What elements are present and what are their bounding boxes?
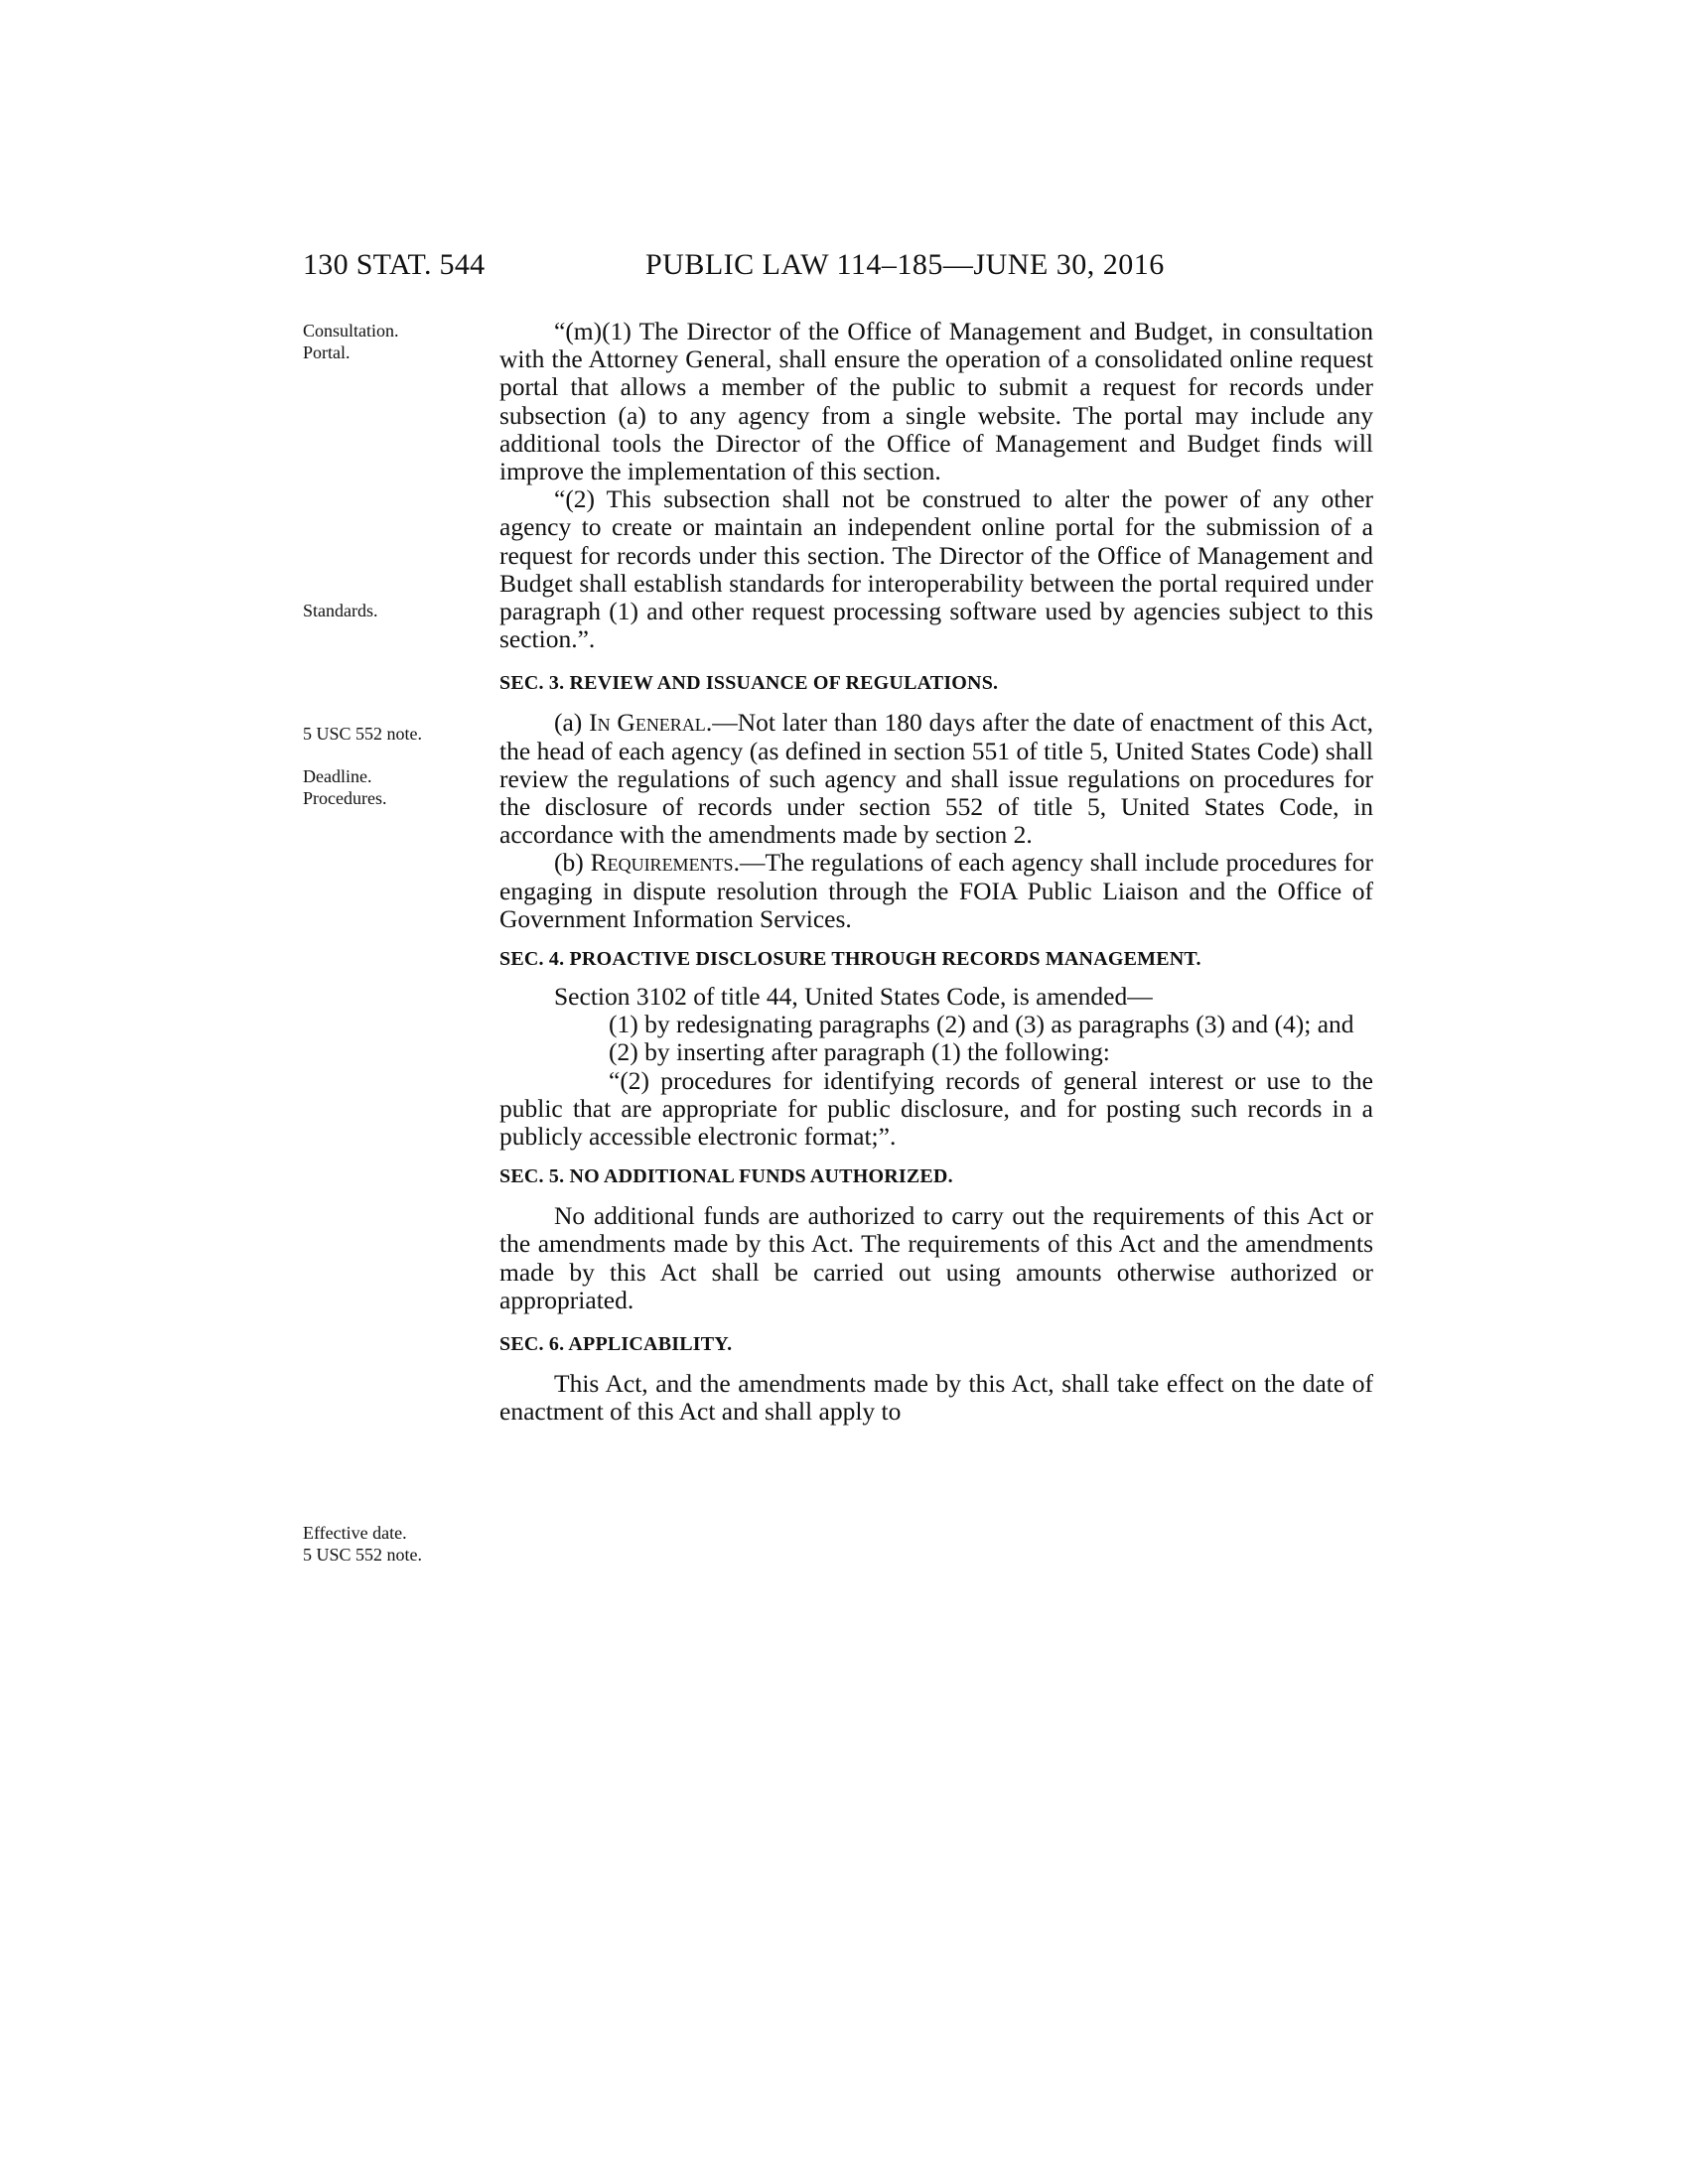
document-body (499, 318, 1373, 1427)
margin-note-consultation-portal (303, 320, 482, 363)
section-4-item-2: (2) by inserting after paragraph (1) the following: (609, 1037, 1110, 1067)
section-5-text: No additional funds are authorized to carry out the requirements of this Act or the amendments made by this Act. The requirements of this Act and the amendments made by this Act shall be carried out using amounts otherwise authorized or appropriated. (499, 1201, 1373, 1314)
margin-note-effective-block (303, 1522, 482, 1566)
section-3-heading: SEC. 3. REVIEW AND ISSUANCE OF REGULATIONS. (499, 672, 999, 695)
section-5-heading: SEC. 5. NO ADDITIONAL FUNDS AUTHORIZED. (499, 1165, 953, 1188)
margin-note-procedures: Procedures. (303, 788, 387, 808)
paragraph-m2: “(2) This subsection shall not be construed to alter the power of any other agency to create or maintain an independent online portal for the submission of a request for records under this section. The Director of the Office of Management and Budget shall establish standards for interoperability between the portal required under paragraph (1) and other request processing software used by agencies subject to this section.”. (499, 484, 1373, 654)
section-3b (499, 849, 1373, 933)
section-3b-label: (b) (554, 848, 591, 878)
section-6-text: This Act, and the amendments made by this Act, shall take effect on the date of enactment of this Act and shall apply to (499, 1369, 1373, 1427)
section-4-heading: SEC. 4. PROACTIVE DISCLOSURE THROUGH RECORDS MANAGEMENT. (499, 948, 1201, 971)
margin-note-usc-block-1 (303, 723, 482, 745)
margin-note-effective-date: Effective date. (303, 1523, 407, 1543)
paragraph-m1: “(m)(1) The Director of the Office of Management and Budget, in consultation with the Attorney General, shall ensure the operation of a consolidated online request portal that allows a member of the public to submit a request for records under subsection (a) to any agency from a single website. The portal may include any additional tools the Director of the Office of Management and Budget finds will improve the implementation of this section. (499, 317, 1373, 486)
section-3a (499, 709, 1373, 849)
section-3b-text: .—The regulations of each agency shall include procedures for engaging in dispute resolution through the FOIA Public Liaison and the Office of Government Information Services. (499, 848, 1373, 933)
margin-note-consultation: Consultation. (303, 321, 399, 341)
margin-note-usc-2: 5 USC 552 note. (303, 1545, 423, 1565)
section-3a-label: (a) (554, 708, 590, 738)
margin-note-deadline-block (303, 765, 482, 809)
section-4-item-1: (1) by redesignating paragraphs (2) and (3) as paragraphs (3) and (4); and (609, 1010, 1354, 1039)
section-3b-caption: Requirements (590, 848, 734, 878)
stat-page-number: 130 STAT. 544 (303, 248, 486, 281)
section-3a-caption: In General (589, 708, 706, 738)
margin-note-usc-1: 5 USC 552 note. (303, 724, 423, 744)
margin-note-portal: Portal. (303, 342, 351, 362)
section-3a-text: .—Not later than 180 days after the date of enactment of this Act, the head of each agency (as defined in section 551 of title 5, United States Code) shall review the regulations of such agency and shall issue regulations on procedures for the disclosure of records under section 552 of title 5, United States Code, in accordance with the amendments made by section 2. (499, 708, 1373, 850)
section-4-quoted-paragraph: “(2) procedures for identifying records of general interest or use to the public that are appropriate for public disclosure, and for posting such records in a publicly accessible electronic format;”. (499, 1065, 1373, 1152)
public-law-title: PUBLIC LAW 114–185—JUNE 30, 2016 (645, 248, 1165, 281)
running-header (303, 248, 1370, 288)
margin-note-standards: Standards. (303, 601, 378, 620)
section-6-heading: SEC. 6. APPLICABILITY. (499, 1333, 733, 1356)
section-4-intro: Section 3102 of title 44, United States Code, is amended— (554, 982, 1153, 1012)
margin-note-standards-block (303, 600, 482, 621)
margin-note-deadline: Deadline. (303, 766, 372, 786)
